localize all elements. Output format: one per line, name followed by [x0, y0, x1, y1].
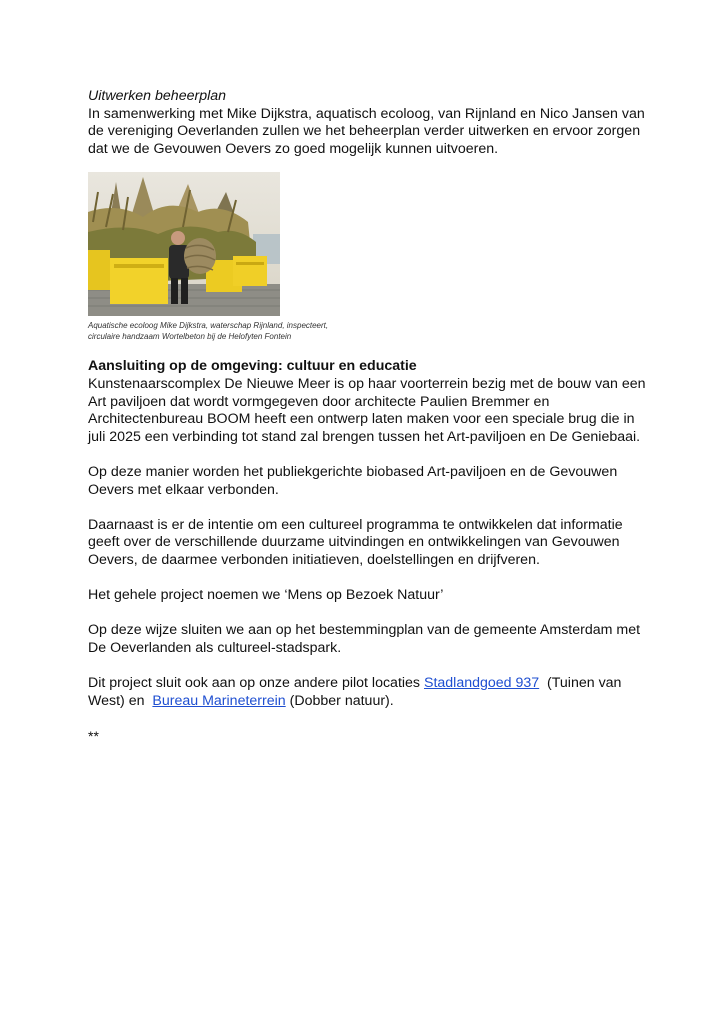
- paragraph-line: geeft over de verschillende duurzame uitvindingen en ontwikkelingen van Gevouwen: [88, 534, 620, 551]
- caption-line: Aquatische ecoloog Mike Dijkstra, waterschap Rijnland, inspecteert,: [88, 321, 329, 331]
- photo-caption: [88, 320, 648, 342]
- section-separator: **: [88, 727, 99, 744]
- section-heading-beheerplan: Uitwerken beheerplan: [88, 88, 227, 104]
- paragraph-line: de vereniging Oeverlanden zullen we het beheerplan verder uitwerken en ervoor zorgen: [88, 123, 641, 140]
- paragraph-line: Architectenbureau BOOM heeft een ontwerp laten maken voor een speciale brug die in: [88, 411, 635, 428]
- caption-line: circulaire handzaam Wortelbeton bij de Helofyten Fontein: [88, 332, 292, 342]
- text-run: (Dobber natuur).: [285, 692, 394, 709]
- link-bureau-marineterrein[interactable]: Bureau Marineterrein: [152, 692, 286, 709]
- pilot-locations-paragraph: [88, 675, 648, 693]
- paragraph-line: Op deze wijze sluiten we aan op het bestemmingplan van de gemeente Amsterdam met: [88, 622, 641, 639]
- project-name-paragraph: Het gehele project noemen we ‘Mens op Bezoek Natuur’: [88, 587, 444, 604]
- paragraph-line: Art paviljoen dat wordt vormgegeven door architecte Paulien Bremmer en: [88, 393, 550, 410]
- paragraph-line: Oevers met elkaar verbonden.: [88, 481, 279, 498]
- photo-ecologist-with-yellow-crates: [88, 172, 280, 316]
- paragraph-line: Op deze manier worden het publiekgerichte biobased Art-paviljoen en de Gevouwen: [88, 463, 618, 480]
- document-page: [88, 88, 648, 745]
- pilot-locations-paragraph-line2: [88, 693, 648, 711]
- link-stadlandgoed-937[interactable]: Stadlandgoed 937: [423, 675, 540, 692]
- paragraph-line: Kunstenaarscomplex De Nieuwe Meer is op haar voorterrein bezig met de bouw van een: [88, 375, 646, 392]
- text-run: Dit project sluit ook aan op onze andere pilot locaties: [88, 675, 424, 692]
- paragraph-line: Daarnaast is er de intentie om een cultureel programma te ontwikkelen dat informatie: [88, 516, 623, 533]
- text-run: (Tuinen van: [539, 675, 622, 692]
- paragraph-line: In samenwerking met Mike Dijkstra, aquatisch ecoloog, van Rijnland en Nico Jansen van: [88, 105, 645, 122]
- section-heading-omgeving: Aansluiting op de omgeving: cultuur en educatie: [88, 358, 417, 375]
- paragraph-line: juli 2025 een verbinding tot stand zal brengen tussen het Art-paviljoen en De Geniebaai.: [88, 428, 641, 445]
- paragraph-line: dat we de Gevouwen Oevers zo goed mogelijk kunnen uitvoeren.: [88, 140, 499, 157]
- paragraph-line: Oevers, de daarmee verbonden initiatieven, doelstellingen en drijfveren.: [88, 551, 540, 568]
- text-run: West) en: [88, 692, 153, 709]
- paragraph-line: De Oeverlanden als cultureel-stadspark.: [88, 639, 342, 656]
